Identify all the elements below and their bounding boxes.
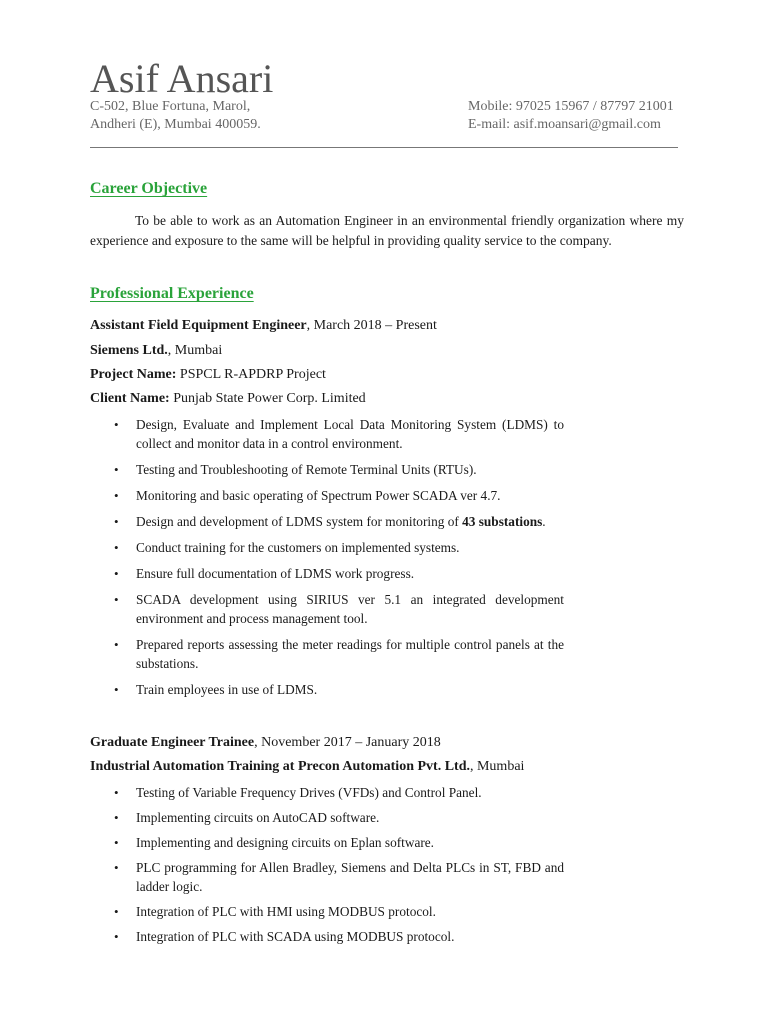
- bullet-end: .: [542, 514, 546, 529]
- candidate-name: Asif Ansari: [90, 56, 274, 101]
- header-divider: [90, 147, 678, 148]
- address-block: [90, 98, 261, 134]
- list-item: • Prepared reports assessing the meter readings for multiple control panels at the substations.: [112, 635, 564, 673]
- list-item: • Implementing circuits on AutoCAD software.: [112, 808, 564, 827]
- job-1-client: Punjab State Power Corp. Limited: [169, 391, 366, 406]
- list-item: • PLC programming for Allen Bradley, Siemens and Delta PLCs in ST, FBD and ladder logic.: [112, 858, 564, 896]
- list-item: • Monitoring and basic operating of Spectrum Power SCADA ver 4.7.: [112, 486, 564, 505]
- job-2-title: Graduate Engineer Trainee: [90, 735, 255, 750]
- list-item: • Integration of PLC with SCADA using MODBUS protocol.: [112, 927, 564, 946]
- job-1-project-line: [90, 366, 326, 384]
- list-item: • Train employees in use of LDMS.: [112, 680, 564, 699]
- bullet-text: Design and development of LDMS system for monitoring of: [136, 514, 463, 529]
- list-item: • Ensure full documentation of LDMS work progress.: [112, 564, 564, 583]
- list-item: • Design, Evaluate and Implement Local Data Monitoring System (LDMS) to collect and monitor data in a control environment.: [112, 415, 564, 453]
- list-item: • SCADA development using SIRIUS ver 5.1 an integrated development environment and process management tool.: [112, 590, 564, 628]
- job-1-company: Siemens Ltd.: [90, 343, 168, 358]
- list-item: • Testing of Variable Frequency Drives (VFDs) and Control Panel.: [112, 783, 564, 802]
- job-2-bullet-list: [112, 783, 564, 952]
- job-1-project: PSPCL R-APDRP Project: [176, 367, 326, 382]
- job-2-dates: , November 2017 – January 2018: [254, 735, 441, 750]
- job-2-company: Industrial Automation Training at Precon Automation Pvt. Ltd.: [90, 759, 470, 774]
- career-objective-text: To be able to work as an Automation Engineer in an environmental friendly organization where my experience and exposure to the same will be helpful in providing quality service to the company.: [90, 213, 684, 248]
- mobile-number: Mobile: 97025 15967 / 87797 21001: [468, 99, 674, 114]
- job-1-client-line: [90, 390, 366, 408]
- job-1-company-line: [90, 342, 222, 360]
- job-1-dates: , March 2018 – Present: [306, 318, 437, 333]
- list-item: [112, 512, 564, 531]
- job-2-title-line: [90, 734, 441, 752]
- job-1-title: Assistant Field Equipment Engineer: [90, 318, 307, 333]
- list-item: • Integration of PLC with HMI using MODBUS protocol.: [112, 902, 564, 921]
- address-line-2: Andheri (E), Mumbai 400059.: [90, 117, 261, 132]
- job-2-location: , Mumbai: [469, 759, 525, 774]
- bullet-emphasis: 43 substations: [462, 514, 543, 529]
- list-item: • Implementing and designing circuits on Eplan software.: [112, 833, 564, 852]
- career-objective-heading: Career Objective: [90, 180, 208, 197]
- list-item: • Conduct training for the customers on implemented systems.: [112, 538, 564, 557]
- address-line-1: C-502, Blue Fortuna, Marol,: [90, 99, 251, 114]
- email-address[interactable]: E-mail: asif.moansari@gmail.com: [468, 117, 661, 132]
- list-item: • Testing and Troubleshooting of Remote Terminal Units (RTUs).: [112, 460, 564, 479]
- job-1-project-label: Project Name:: [90, 367, 177, 382]
- job-1-bullet-list: [112, 415, 564, 706]
- job-2-company-line: [90, 758, 524, 776]
- job-1-location: , Mumbai: [167, 343, 223, 358]
- job-1-title-line: [90, 317, 437, 335]
- contact-block: [468, 98, 674, 134]
- professional-experience-heading: Professional Experience: [90, 285, 254, 302]
- job-1-client-label: Client Name:: [90, 391, 170, 406]
